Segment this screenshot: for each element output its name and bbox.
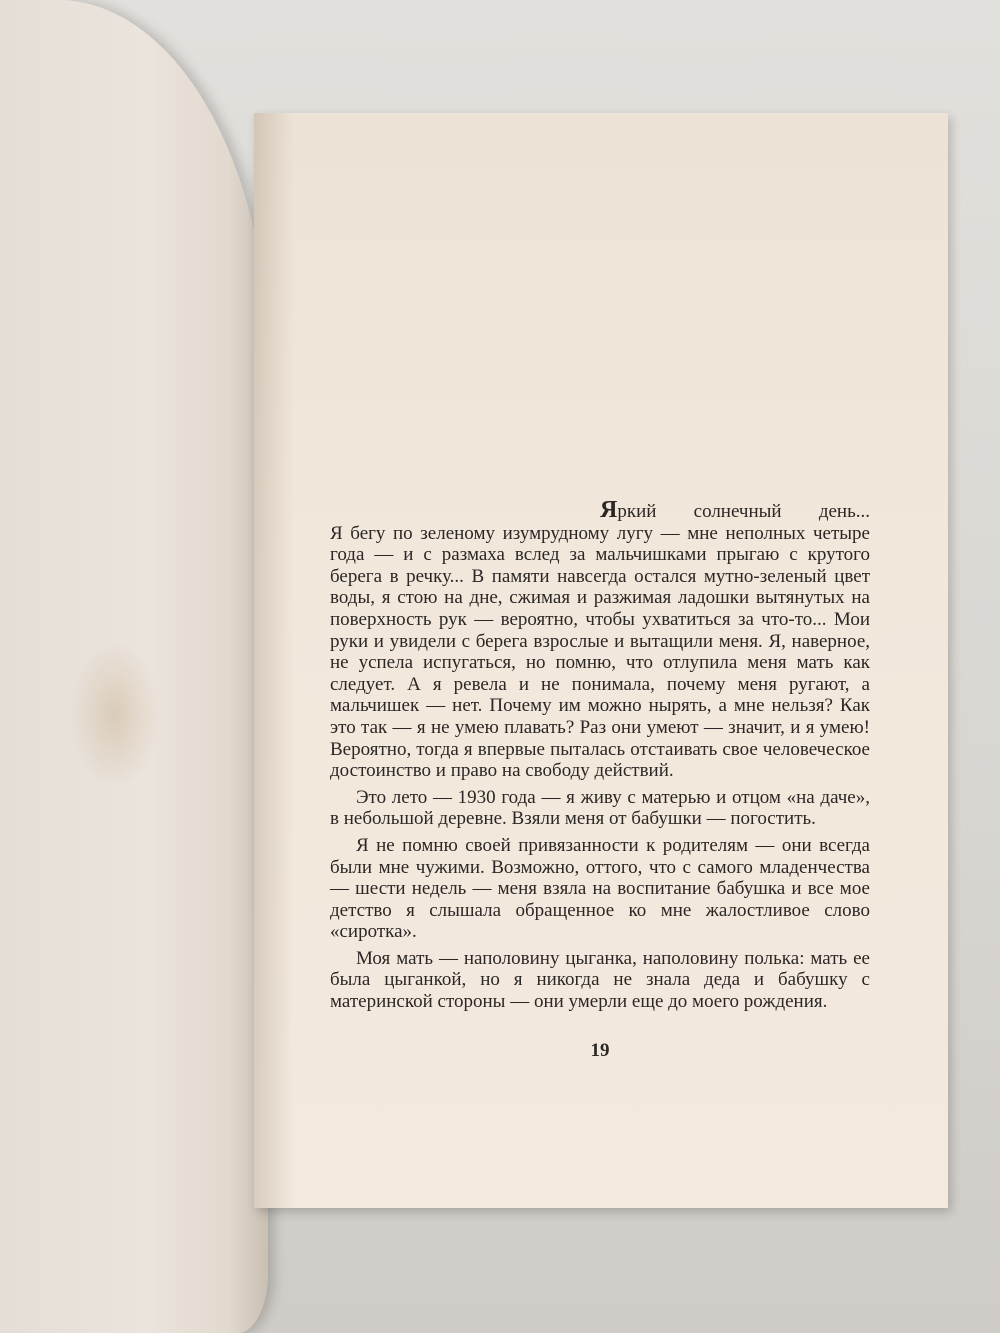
paragraph-2: Это лето — 1930 года — я живу с матерью и отцом «на даче», в небольшой деревне. Взяли меня от бабушки — погостить. xyxy=(330,786,870,830)
paragraph-1: Я бегу по зеленому изумрудному лугу — мне неполных четыре года — и с размаха вслед за мальчишками прыгаю с крутого берега в речку... В памяти навсегда остался мутно-зеленый цвет воды, я стою на дне, сжимая и разжимая ладошки вытянутых на поверхность рук — вероятно, чтобы ухватиться за что-то... Мои руки и увидели с берега взрослые и вытащили меня. Я, наверное, не успела испугаться, но помню, что отлупила меня мать как следует. А я ревела и не понимала, почему меня ругают, а мальчишек — нет. Почему им можно нырять, а мне нельзя? Как это так — я не умею плавать? Раз они умеют — значит, и я умею! Вероятно, тогда я впервые пыталась отстаивать свое человеческое достоинство и право на свободу действий. xyxy=(330,522,870,782)
page-text xyxy=(330,497,870,1018)
page-number: 19 xyxy=(590,1040,610,1061)
left-page xyxy=(0,0,268,1333)
lead-line xyxy=(330,497,870,523)
gutter-shadow xyxy=(254,113,294,1208)
lead-text: ркий солнечный день... xyxy=(617,501,870,522)
paragraph-3: Я не помню своей привязанности к родителям — они всегда были мне чужими. Возможно, оттого, что с самого младенчества — шести недель — меня взяла на воспитание бабушка и все мое детство я слышала обращенное ко мне жалостливое слово «сиротка». xyxy=(330,834,870,943)
paragraph-4: Моя мать — наполовину цыганка, наполовину полька: мать ее была цыганкой, но я никогда не знала деда и бабушку с материнской стороны — они умерли еще до моего рождения. xyxy=(330,947,870,1013)
initial-letter: Я xyxy=(600,497,618,523)
paper-stain xyxy=(70,640,160,790)
